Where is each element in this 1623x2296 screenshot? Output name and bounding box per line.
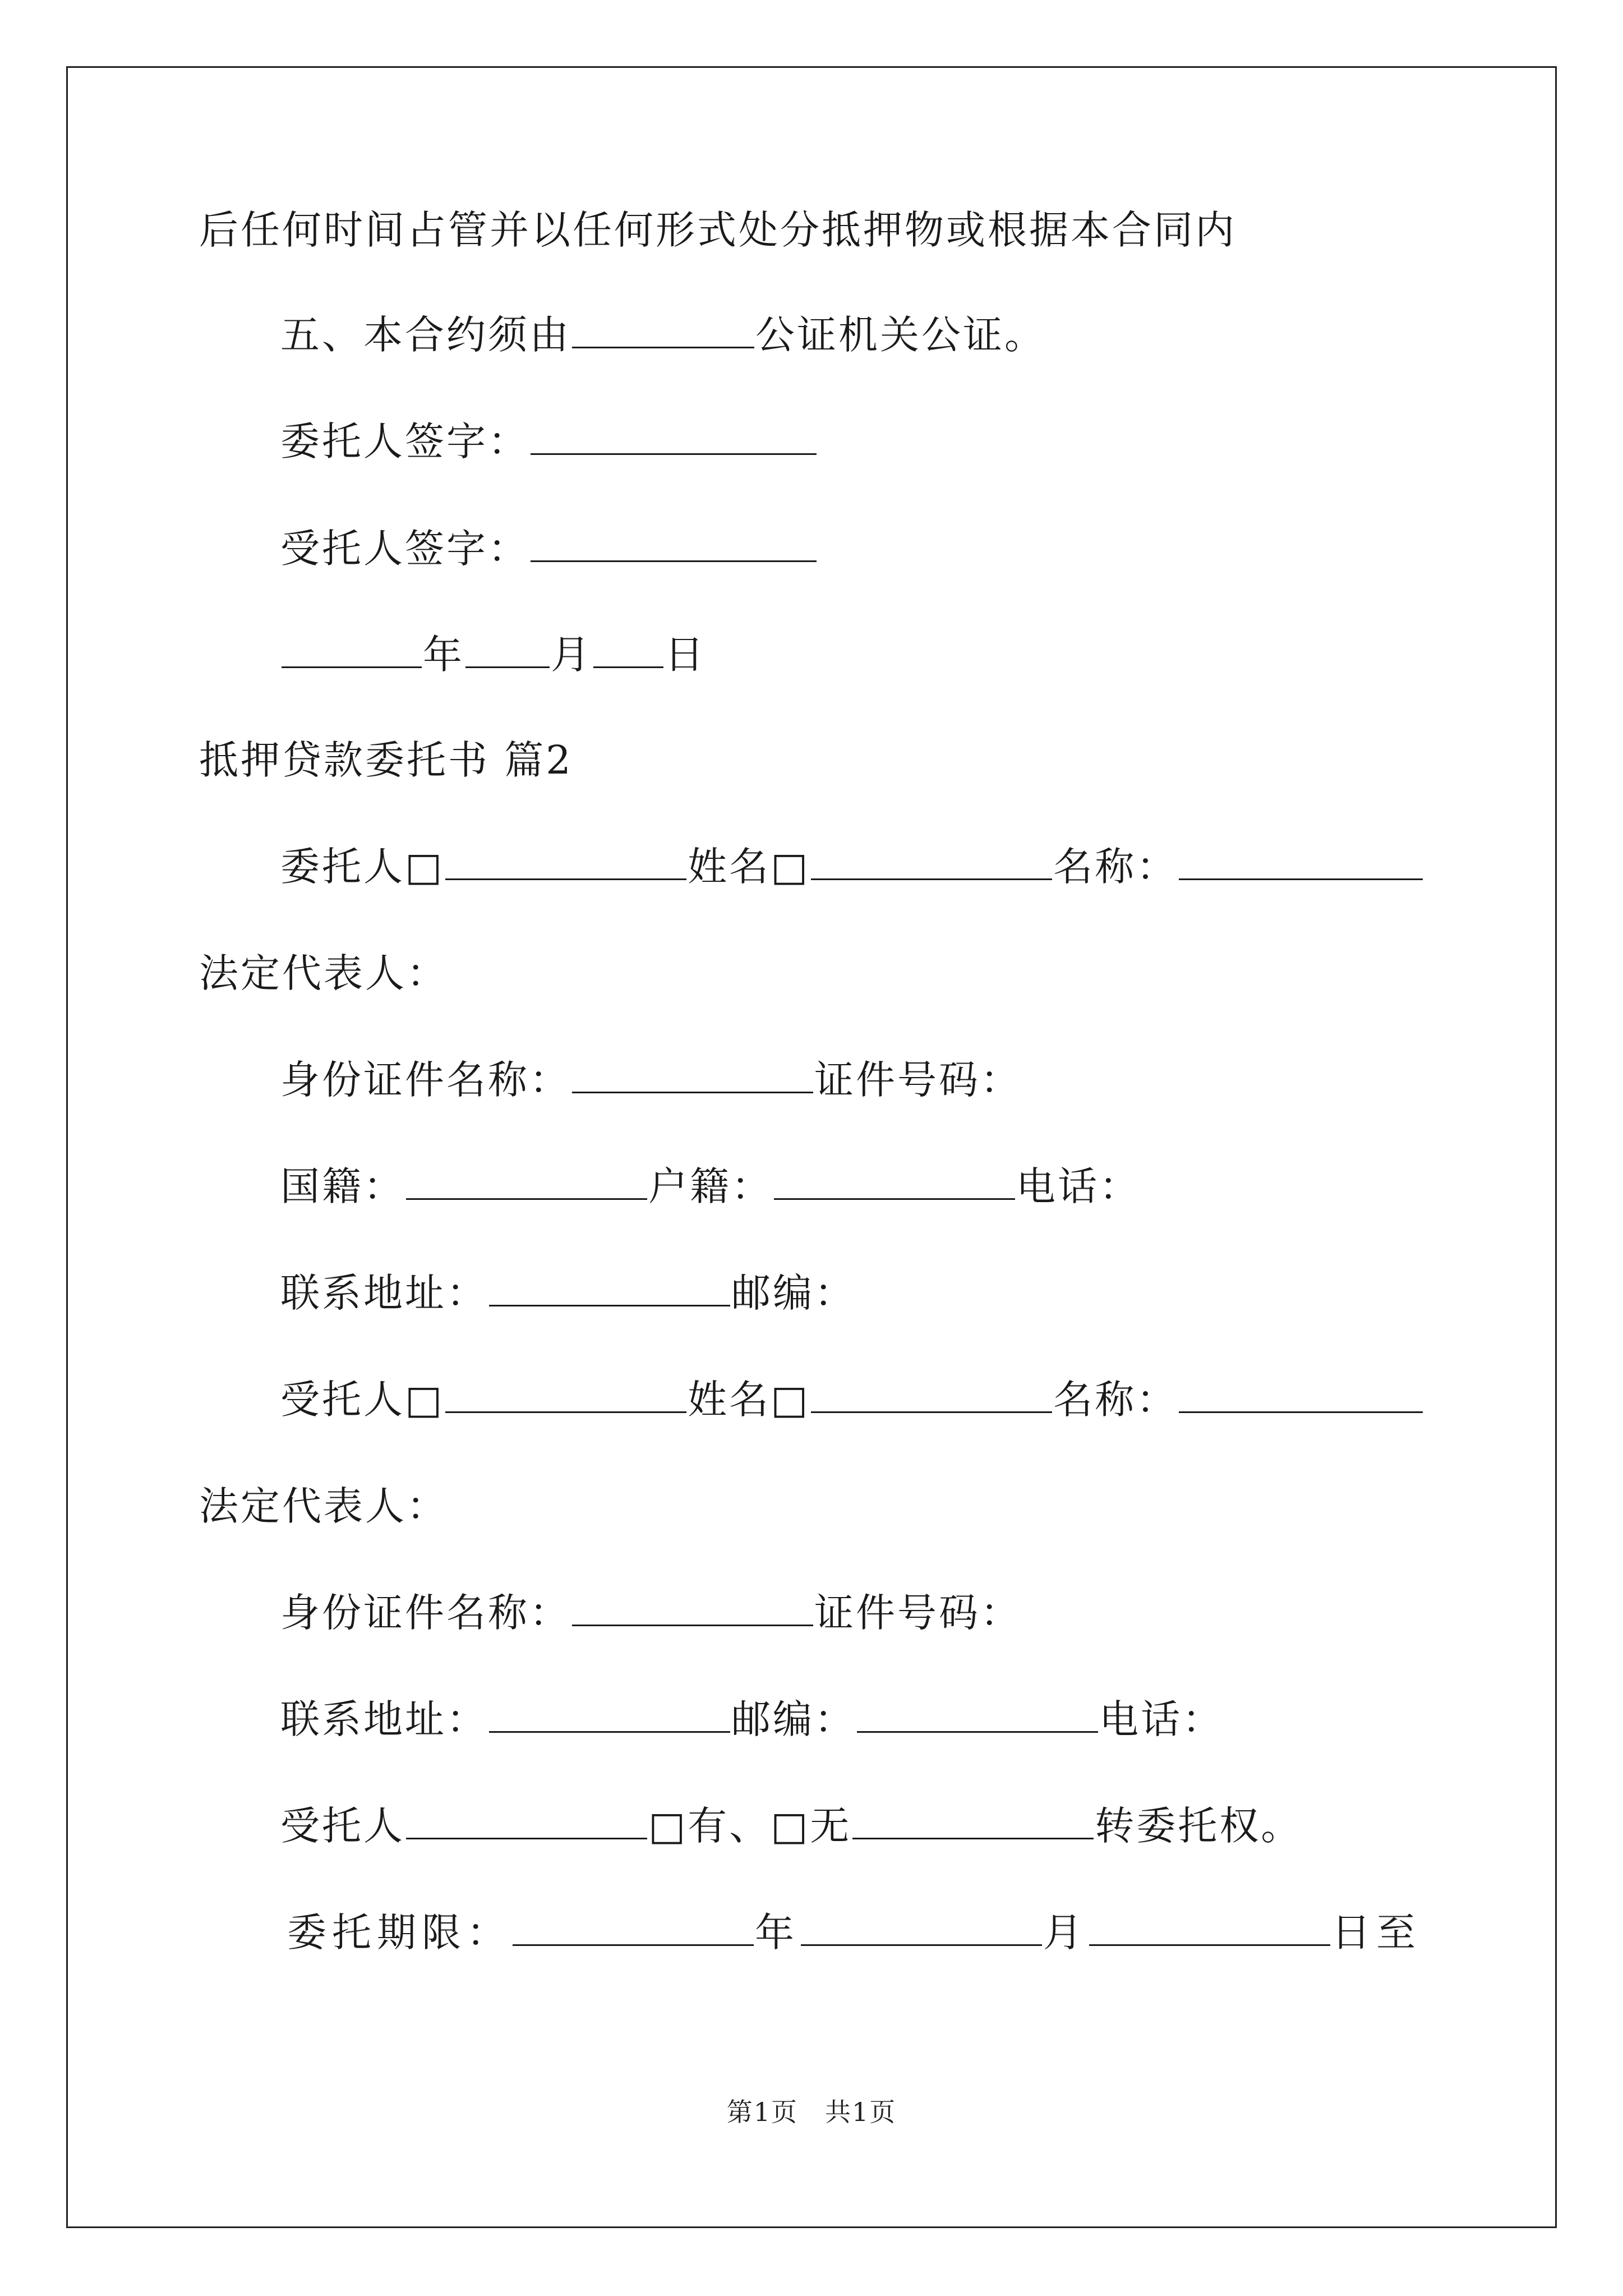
blank-field bbox=[489, 1699, 730, 1733]
text-line: 委托人□ 姓名□ 名称： bbox=[280, 841, 1424, 892]
day-blank bbox=[593, 634, 663, 668]
text-line: 受托人□ 姓名□ 名称： bbox=[280, 1374, 1424, 1425]
text-line: 受托人 □有、□无 转委托权。 bbox=[280, 1803, 1303, 1849]
section-title: 抵押贷款委托书 篇2 bbox=[199, 737, 573, 783]
blank-field bbox=[445, 1379, 686, 1413]
blank-field bbox=[801, 1912, 1042, 1946]
signature-blank bbox=[531, 421, 817, 455]
signature-blank bbox=[531, 528, 817, 562]
blank-field bbox=[811, 1379, 1052, 1413]
blank-field bbox=[1179, 846, 1423, 880]
blank-field bbox=[774, 1166, 1015, 1200]
text-line: 国籍： 户籍： 电话： bbox=[280, 1163, 1141, 1209]
text-line: 法定代表人： bbox=[199, 950, 448, 996]
text-line: 联系地址： 邮编： bbox=[280, 1270, 856, 1316]
text-line: 联系地址： 邮编： 电话： bbox=[280, 1696, 1224, 1742]
page-border bbox=[66, 66, 1557, 2228]
blank-field bbox=[513, 1912, 754, 1946]
text-line: 五、本合约须由 公证机关公证。 bbox=[280, 312, 1046, 358]
blank-field bbox=[857, 1699, 1098, 1733]
text-line: 委托期限： 年 月 日至 bbox=[287, 1910, 1421, 1955]
blank-field bbox=[489, 1272, 730, 1306]
blank-field bbox=[572, 1059, 813, 1093]
text-line: 身份证件名称： 证件号码： bbox=[280, 1057, 1022, 1103]
blank-field bbox=[406, 1166, 647, 1200]
blank-field bbox=[572, 1592, 813, 1626]
blank-field bbox=[852, 1805, 1094, 1839]
date-line: 年 月 日 bbox=[280, 629, 706, 680]
text-line: 后任何时间占管并以任何形式处分抵押物或根据本合同内 bbox=[199, 207, 1237, 253]
page-footer: 第1页 共1页 bbox=[726, 2097, 897, 2127]
blank-field bbox=[572, 314, 754, 348]
year-blank bbox=[282, 634, 422, 668]
blank-field bbox=[811, 846, 1052, 880]
blank-field bbox=[445, 846, 686, 880]
month-blank bbox=[465, 634, 550, 668]
blank-field bbox=[1179, 1379, 1423, 1413]
text-line: 法定代表人： bbox=[199, 1483, 448, 1529]
text-line: 委托人签字： bbox=[280, 416, 818, 467]
text-line: 受托人签字： bbox=[280, 523, 818, 574]
blank-field bbox=[1089, 1912, 1330, 1946]
text-line: 身份证件名称： 证件号码： bbox=[280, 1590, 1022, 1636]
blank-field bbox=[406, 1805, 647, 1839]
